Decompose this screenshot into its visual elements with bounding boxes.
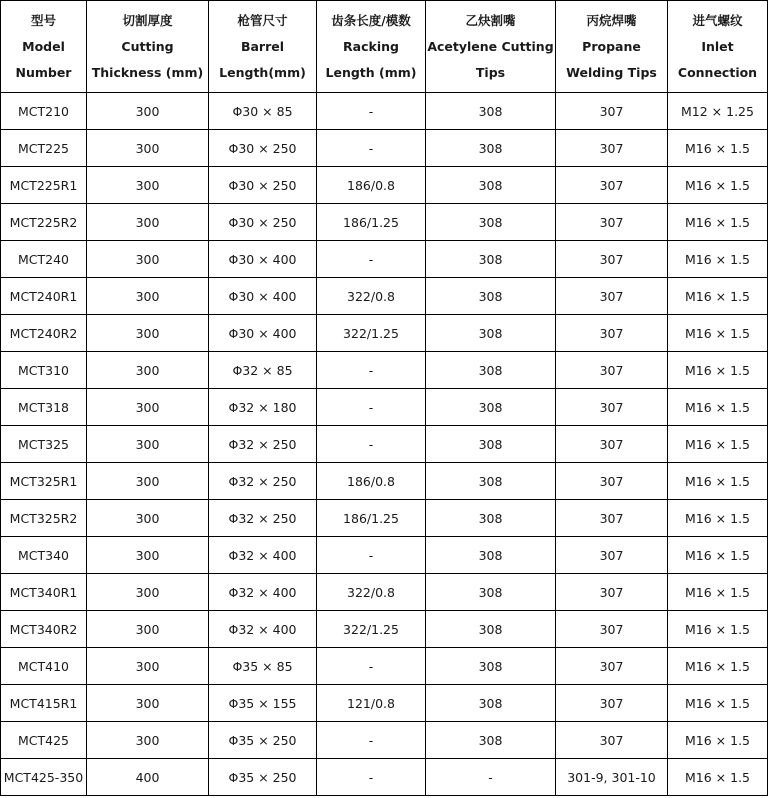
- header-label-zh: 切割厚度: [122, 12, 173, 28]
- cell-cutting-thickness: 300: [87, 167, 209, 204]
- cell-barrel-length: Φ32 × 400: [209, 611, 317, 648]
- cell-barrel-length: Φ30 × 400: [209, 278, 317, 315]
- cell-propane-welding-tips: 307: [556, 93, 668, 130]
- cell-model-number: MCT325R2: [1, 500, 87, 537]
- header-label-en1: Barrel: [240, 38, 285, 54]
- header-racking-length: [317, 1, 426, 93]
- cell-model-number: MCT415R1: [1, 685, 87, 722]
- cell-racking-length: -: [317, 389, 426, 426]
- cell-propane-welding-tips: 307: [556, 648, 668, 685]
- cell-cutting-thickness: 300: [87, 352, 209, 389]
- cell-barrel-length: Φ35 × 250: [209, 759, 317, 796]
- cell-acetylene-cutting-tips: 308: [426, 463, 556, 500]
- cell-barrel-length: Φ35 × 85: [209, 648, 317, 685]
- cell-model-number: MCT225: [1, 130, 87, 167]
- cell-barrel-length: Φ32 × 85: [209, 352, 317, 389]
- table-row: [1, 130, 768, 167]
- table-header: [1, 1, 768, 93]
- table-row: [1, 315, 768, 352]
- cell-inlet-connection: M16 × 1.5: [668, 685, 768, 722]
- cell-model-number: MCT325: [1, 426, 87, 463]
- cell-racking-length: 186/0.8: [317, 167, 426, 204]
- cell-acetylene-cutting-tips: 308: [426, 685, 556, 722]
- cell-model-number: MCT425: [1, 722, 87, 759]
- cell-barrel-length: Φ30 × 85: [209, 93, 317, 130]
- header-label-en1: Propane: [582, 38, 641, 54]
- cell-acetylene-cutting-tips: 308: [426, 389, 556, 426]
- header-label-en1: Inlet: [701, 38, 734, 54]
- cell-model-number: MCT240: [1, 241, 87, 278]
- cell-cutting-thickness: 300: [87, 537, 209, 574]
- cell-inlet-connection: M16 × 1.5: [668, 463, 768, 500]
- table-row: [1, 352, 768, 389]
- cell-cutting-thickness: 300: [87, 389, 209, 426]
- cell-propane-welding-tips: 307: [556, 537, 668, 574]
- cell-inlet-connection: M16 × 1.5: [668, 352, 768, 389]
- header-label-en1: Acetylene Cutting: [427, 38, 554, 54]
- cell-barrel-length: Φ32 × 250: [209, 500, 317, 537]
- header-label-zh: 乙炔割嘴: [465, 12, 516, 28]
- cell-cutting-thickness: 300: [87, 130, 209, 167]
- cell-barrel-length: Φ30 × 250: [209, 167, 317, 204]
- header-label-en2: Thickness (mm): [91, 64, 204, 80]
- cell-propane-welding-tips: 307: [556, 278, 668, 315]
- cell-cutting-thickness: 300: [87, 685, 209, 722]
- header-row: [1, 1, 768, 93]
- table-row: [1, 204, 768, 241]
- table-row: [1, 167, 768, 204]
- cell-cutting-thickness: 300: [87, 574, 209, 611]
- cell-propane-welding-tips: 307: [556, 389, 668, 426]
- table-row: [1, 278, 768, 315]
- cell-cutting-thickness: 300: [87, 722, 209, 759]
- cell-model-number: MCT410: [1, 648, 87, 685]
- header-barrel-length: [209, 1, 317, 93]
- cell-racking-length: 186/0.8: [317, 463, 426, 500]
- cell-inlet-connection: M16 × 1.5: [668, 426, 768, 463]
- cell-propane-welding-tips: 307: [556, 463, 668, 500]
- cell-model-number: MCT425-350: [1, 759, 87, 796]
- header-label-en2: Length (mm): [325, 64, 417, 80]
- cell-racking-length: 121/0.8: [317, 685, 426, 722]
- table-row: [1, 759, 768, 796]
- cell-barrel-length: Φ30 × 400: [209, 315, 317, 352]
- header-acetylene-cutting-tips: [426, 1, 556, 93]
- cell-propane-welding-tips: 307: [556, 315, 668, 352]
- cell-model-number: MCT310: [1, 352, 87, 389]
- cell-racking-length: -: [317, 241, 426, 278]
- cell-inlet-connection: M16 × 1.5: [668, 278, 768, 315]
- cell-cutting-thickness: 300: [87, 315, 209, 352]
- cell-model-number: MCT240R1: [1, 278, 87, 315]
- cell-racking-length: -: [317, 759, 426, 796]
- cell-inlet-connection: M16 × 1.5: [668, 167, 768, 204]
- table-row: [1, 685, 768, 722]
- header-label-zh: 丙烷焊嘴: [586, 12, 637, 28]
- cell-inlet-connection: M16 × 1.5: [668, 241, 768, 278]
- cell-acetylene-cutting-tips: 308: [426, 278, 556, 315]
- header-label-en2: Number: [15, 64, 72, 80]
- table-body: [1, 93, 768, 796]
- cell-racking-length: 186/1.25: [317, 500, 426, 537]
- cell-racking-length: -: [317, 93, 426, 130]
- cell-racking-length: 322/0.8: [317, 574, 426, 611]
- cell-racking-length: 322/1.25: [317, 611, 426, 648]
- table-row: [1, 722, 768, 759]
- cell-inlet-connection: M16 × 1.5: [668, 537, 768, 574]
- header-label-zh: 型号: [30, 12, 56, 28]
- table-row: [1, 426, 768, 463]
- cell-model-number: MCT325R1: [1, 463, 87, 500]
- cell-barrel-length: Φ32 × 180: [209, 389, 317, 426]
- cell-acetylene-cutting-tips: 308: [426, 167, 556, 204]
- cell-racking-length: -: [317, 352, 426, 389]
- cell-barrel-length: Φ32 × 400: [209, 537, 317, 574]
- cell-acetylene-cutting-tips: 308: [426, 722, 556, 759]
- cell-cutting-thickness: 300: [87, 204, 209, 241]
- cell-propane-welding-tips: 307: [556, 685, 668, 722]
- cell-acetylene-cutting-tips: 308: [426, 426, 556, 463]
- cell-propane-welding-tips: 307: [556, 241, 668, 278]
- cell-propane-welding-tips: 307: [556, 204, 668, 241]
- cell-racking-length: -: [317, 648, 426, 685]
- cell-model-number: MCT210: [1, 93, 87, 130]
- cell-racking-length: -: [317, 722, 426, 759]
- cell-model-number: MCT340R1: [1, 574, 87, 611]
- cell-propane-welding-tips: 307: [556, 722, 668, 759]
- cell-acetylene-cutting-tips: 308: [426, 241, 556, 278]
- header-label-en2: Tips: [475, 64, 506, 80]
- cell-model-number: MCT225R2: [1, 204, 87, 241]
- header-model-number: [1, 1, 87, 93]
- cell-cutting-thickness: 300: [87, 500, 209, 537]
- cell-barrel-length: Φ32 × 250: [209, 463, 317, 500]
- header-label-zh: 齿条长度/模数: [331, 12, 411, 28]
- cell-inlet-connection: M12 × 1.25: [668, 93, 768, 130]
- header-cutting-thickness: [87, 1, 209, 93]
- cell-cutting-thickness: 300: [87, 463, 209, 500]
- header-label-en2: Length(mm): [219, 64, 306, 80]
- cell-barrel-length: Φ35 × 250: [209, 722, 317, 759]
- cell-acetylene-cutting-tips: 308: [426, 93, 556, 130]
- cell-cutting-thickness: 300: [87, 426, 209, 463]
- cell-acetylene-cutting-tips: 308: [426, 130, 556, 167]
- cell-inlet-connection: M16 × 1.5: [668, 759, 768, 796]
- header-propane-welding-tips: [556, 1, 668, 93]
- cell-model-number: MCT340R2: [1, 611, 87, 648]
- cell-model-number: MCT318: [1, 389, 87, 426]
- cell-acetylene-cutting-tips: 308: [426, 537, 556, 574]
- cell-cutting-thickness: 300: [87, 93, 209, 130]
- cell-racking-length: -: [317, 537, 426, 574]
- cell-racking-length: 322/0.8: [317, 278, 426, 315]
- cell-barrel-length: Φ30 × 400: [209, 241, 317, 278]
- table-row: [1, 574, 768, 611]
- cell-model-number: MCT240R2: [1, 315, 87, 352]
- cell-inlet-connection: M16 × 1.5: [668, 500, 768, 537]
- cell-acetylene-cutting-tips: 308: [426, 648, 556, 685]
- cell-racking-length: 186/1.25: [317, 204, 426, 241]
- header-label-zh: 进气螺纹: [692, 12, 743, 28]
- cell-cutting-thickness: 300: [87, 611, 209, 648]
- table-row: [1, 648, 768, 685]
- cell-model-number: MCT225R1: [1, 167, 87, 204]
- cell-barrel-length: Φ32 × 400: [209, 574, 317, 611]
- cell-acetylene-cutting-tips: 308: [426, 574, 556, 611]
- cell-inlet-connection: M16 × 1.5: [668, 130, 768, 167]
- cell-cutting-thickness: 300: [87, 278, 209, 315]
- table-row: [1, 537, 768, 574]
- header-label-en1: Racking: [343, 38, 399, 54]
- cell-inlet-connection: M16 × 1.5: [668, 315, 768, 352]
- cell-acetylene-cutting-tips: 308: [426, 611, 556, 648]
- cell-acetylene-cutting-tips: 308: [426, 352, 556, 389]
- cell-cutting-thickness: 300: [87, 241, 209, 278]
- cell-propane-welding-tips: 307: [556, 130, 668, 167]
- table-row: [1, 463, 768, 500]
- cell-inlet-connection: M16 × 1.5: [668, 389, 768, 426]
- cell-model-number: MCT340: [1, 537, 87, 574]
- cell-inlet-connection: M16 × 1.5: [668, 204, 768, 241]
- cell-inlet-connection: M16 × 1.5: [668, 574, 768, 611]
- header-label-en1: Cutting: [121, 38, 174, 54]
- table-row: [1, 389, 768, 426]
- table-row: [1, 611, 768, 648]
- cell-racking-length: -: [317, 130, 426, 167]
- cell-inlet-connection: M16 × 1.5: [668, 648, 768, 685]
- cell-cutting-thickness: 300: [87, 648, 209, 685]
- cell-cutting-thickness: 400: [87, 759, 209, 796]
- cell-propane-welding-tips: 307: [556, 574, 668, 611]
- cell-propane-welding-tips: 307: [556, 426, 668, 463]
- table-row: [1, 93, 768, 130]
- cell-inlet-connection: M16 × 1.5: [668, 722, 768, 759]
- cell-acetylene-cutting-tips: 308: [426, 500, 556, 537]
- cell-barrel-length: Φ30 × 250: [209, 130, 317, 167]
- cell-propane-welding-tips: 301-9, 301-10: [556, 759, 668, 796]
- header-label-en1: Model: [22, 38, 65, 54]
- cell-barrel-length: Φ30 × 250: [209, 204, 317, 241]
- cell-barrel-length: Φ32 × 250: [209, 426, 317, 463]
- header-label-en2: Connection: [677, 64, 758, 80]
- cell-racking-length: -: [317, 426, 426, 463]
- table-row: [1, 241, 768, 278]
- cell-propane-welding-tips: 307: [556, 611, 668, 648]
- cell-propane-welding-tips: 307: [556, 500, 668, 537]
- cell-acetylene-cutting-tips: 308: [426, 315, 556, 352]
- cell-propane-welding-tips: 307: [556, 352, 668, 389]
- table-row: [1, 500, 768, 537]
- cell-barrel-length: Φ35 × 155: [209, 685, 317, 722]
- cell-propane-welding-tips: 307: [556, 167, 668, 204]
- header-label-en2: Welding Tips: [566, 64, 657, 80]
- cell-inlet-connection: M16 × 1.5: [668, 611, 768, 648]
- cell-acetylene-cutting-tips: 308: [426, 204, 556, 241]
- header-label-zh: 枪管尺寸: [237, 12, 288, 28]
- header-inlet-connection: [668, 1, 768, 93]
- cell-racking-length: 322/1.25: [317, 315, 426, 352]
- cell-acetylene-cutting-tips: -: [426, 759, 556, 796]
